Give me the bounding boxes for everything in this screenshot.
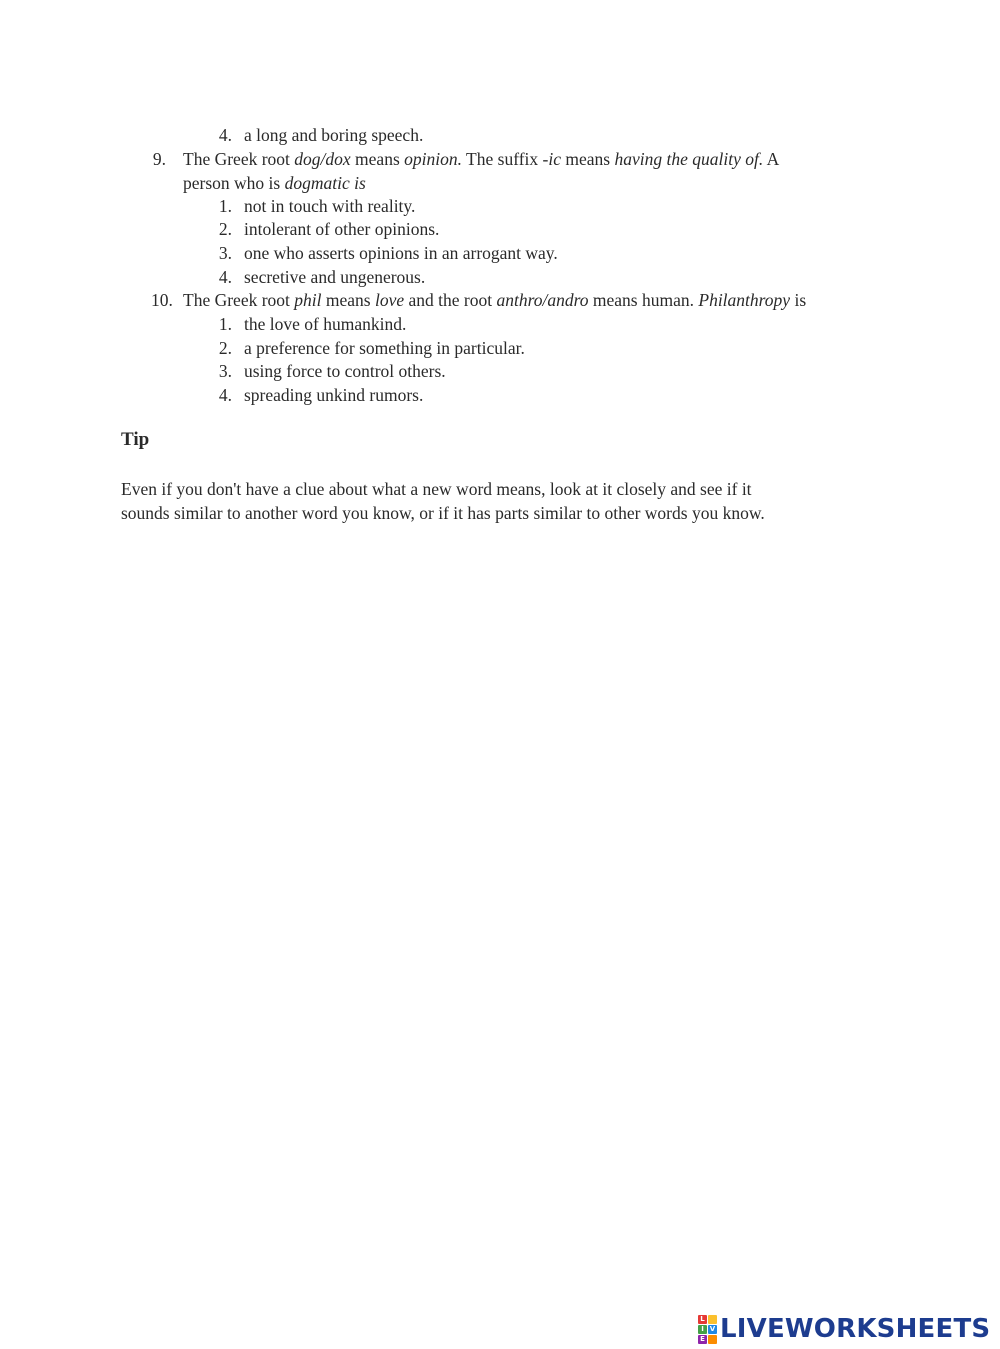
option-text: intolerant of other opinions.	[244, 219, 440, 239]
question-9-line-2: person who is dogmatic is	[183, 173, 366, 193]
option-text: using force to control others.	[244, 361, 446, 381]
option-number: 4.	[218, 125, 232, 145]
option-number: 2.	[218, 338, 232, 358]
option-number: 2.	[218, 219, 232, 239]
liveworksheets-logo	[698, 1314, 990, 1344]
question-10-line-1: The Greek root phil means love and the root anthro/andro means human. Philanthropy is	[183, 290, 807, 310]
liveworksheets-wordmark: LIVEWORKSHEETS	[720, 1314, 991, 1344]
liveworksheets-icon: L I V E	[698, 1315, 717, 1344]
option-text: a long and boring speech.	[244, 125, 424, 145]
question-number: 9.	[152, 149, 166, 169]
question-9-line-1: The Greek root dog/dox means opinion. The suffix -ic means having the quality of. A	[183, 149, 780, 169]
tip-text-line-1: Even if you don't have a clue about what a new word means, look at it closely and see if it	[121, 479, 752, 499]
question-number: 10.	[151, 290, 173, 310]
option-text: a preference for something in particular.	[244, 338, 525, 358]
option-text: not in touch with reality.	[244, 196, 416, 216]
option-text: one who asserts opinions in an arrogant way.	[244, 243, 558, 263]
option-text: spreading unkind rumors.	[244, 385, 424, 405]
option-number: 3.	[218, 243, 232, 263]
option-number: 1.	[218, 196, 232, 216]
option-text: the love of humankind.	[244, 314, 407, 334]
option-number: 4.	[218, 267, 232, 287]
option-number: 4.	[218, 385, 232, 405]
option-text: secretive and ungenerous.	[244, 267, 426, 287]
option-number: 3.	[218, 361, 232, 381]
tip-heading: Tip	[121, 429, 150, 450]
tip-text-line-2: sounds similar to another word you know, or if it has parts similar to other words you know.	[121, 503, 765, 523]
option-number: 1.	[218, 314, 232, 334]
